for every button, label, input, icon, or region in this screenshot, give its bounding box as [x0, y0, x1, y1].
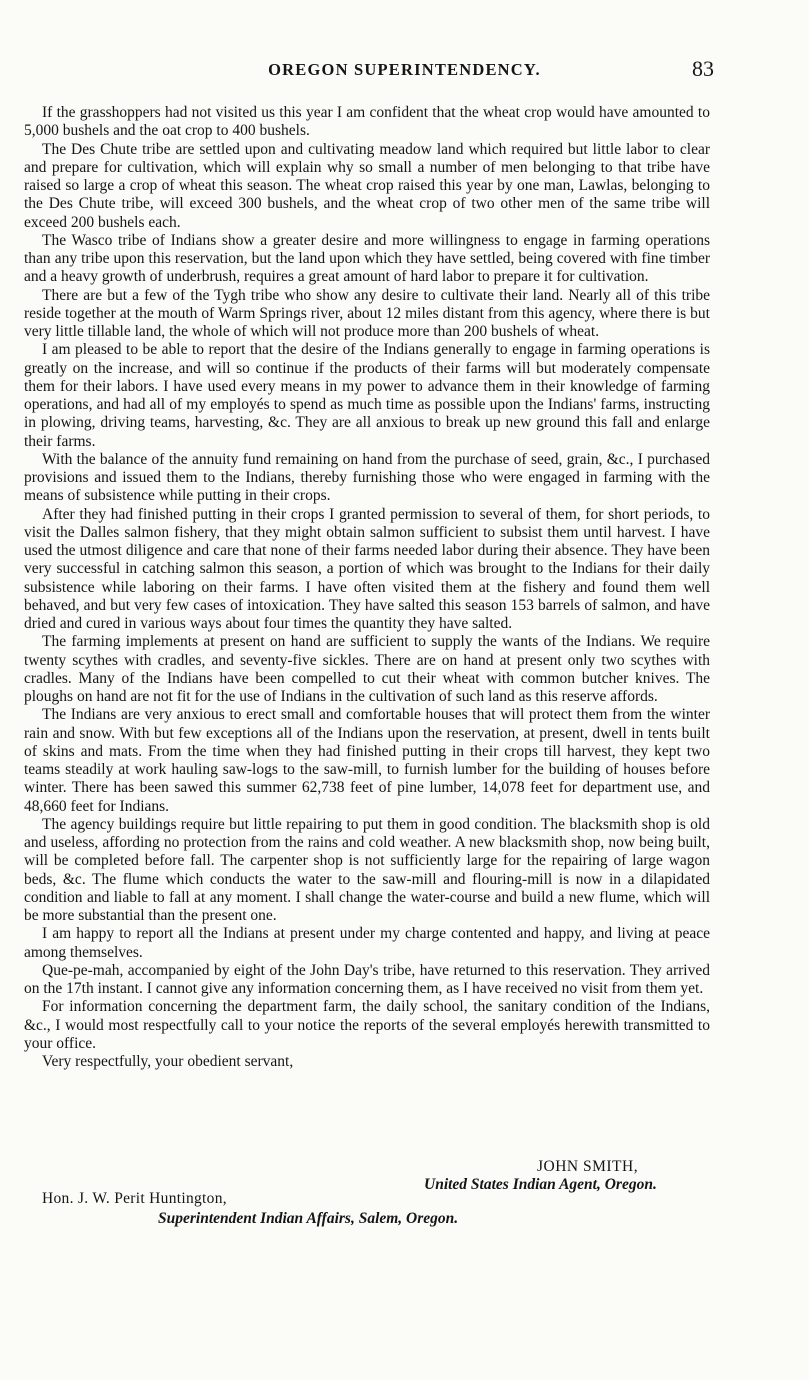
paragraph: The Des Chute tribe are settled upon and cultivating meadow land which required but little labor to clear and prepare for cultivation, which will explain why so small a number of men belonging to that tribe have raised so large a crop of wheat this season. The wheat crop raised this year by one man, Lawlas, belonging to the Des Chute tribe, will exceed 300 bushels, and the wheat crop of two other men of the same tribe will exceed 200 bushels each.: [24, 140, 710, 231]
closing-line: Very respectfully, your obedient servant,: [42, 1053, 294, 1070]
paragraph: I am pleased to be able to report that the desire of the Indians generally to engage in farming operations is greatly on the increase, and will so continue if the products of their farms will but moderately compensate them for their labors. I have used every means in my power to advance them in their knowledge of farming operations, and had all of my employés to spend as much time as possible upon the Indians' farms, instructing in plowing, driving teams, harvesting, &c. They are all anxious to break up new ground this fall and enlarge their farms.: [24, 341, 710, 450]
paragraph: The agency buildings require but little repairing to put them in good condition. The blacksmith shop is old and useless, affording no protection from the rains and cold weather. A new blacksmith shop, now being built, will be completed before fall. The carpenter shop is not sufficiently large for the repairing of large wagon beds, &c. The flume which conducts the water to the saw-mill and flouring-mill is now in a dilapidated condition and liable to fall at any moment. I shall change the water-course and build a new flume, which will be more substantial than the present one.: [24, 815, 710, 924]
paragraph: For information concerning the department farm, the daily school, the sanitary condition of the Indians, &c., I would most respectfully call to your notice the reports of the several employés herewith transmitted to your office.: [24, 998, 710, 1052]
signer-name: JOHN SMITH,: [537, 1158, 639, 1175]
paragraph: There are but a few of the Tygh tribe who show any desire to cultivate their land. Nearly all of this tribe reside together at the mouth of Warm Springs river, about 12 miles distant from this agency, where there is but very little tillable land, the whole of which will not produce more than 200 bushels of wheat.: [24, 286, 710, 340]
running-header: OREGON SUPERINTENDENCY.: [268, 60, 541, 79]
signer-title: United States Indian Agent, Oregon.: [424, 1176, 657, 1193]
paragraph: After they had finished putting in their crops I granted permission to several of them, for short periods, to visit the Dalles salmon fishery, that they might obtain salmon sufficient to subsist them until harvest. I have used the utmost diligence and care that none of their farms needed labor during their absence. They have been very successful in catching salmon this season, a portion of which was brought to the Indians for their daily subsistence while laboring on their farms. I have often visited them at the fishery and found them well behaved, and but very few cases of intoxication. They have salted this season 153 barrels of salmon, and have dried and cured in various ways about four times the quantity they have salted.: [24, 505, 710, 632]
paragraph: Que-pe-mah, accompanied by eight of the John Day's tribe, have returned to this reservation. They arrived on the 17th instant. I cannot give any information concerning them, as I have received no visit from them yet.: [24, 961, 710, 997]
paragraph: The farming implements at present on hand are sufficient to supply the wants of the Indians. We require twenty scythes with cradles, and seventy-five sickles. There are on hand at present only two scythes with cradles. Many of the Indians have been compelled to cut their wheat with common butcher knives. The ploughs on hand are not fit for the use of Indians in the cultivation of such land as this reserve affords.: [24, 633, 710, 705]
page-number: 83: [692, 56, 714, 81]
addressee-title: Superintendent Indian Affairs, Salem, Oregon.: [158, 1210, 459, 1227]
paragraph: With the balance of the annuity fund remaining on hand from the purchase of seed, grain, &c., I purchased provisions and issued them to the Indians, thereby furnishing those who were engaged in farming with the means of subsistence while putting in their crops.: [24, 450, 710, 505]
paragraph: If the grasshoppers had not visited us this year I am confident that the wheat crop would have amounted to 5,000 bushels and the oat crop to 400 bushels.: [24, 104, 710, 140]
paragraph: The Wasco tribe of Indians show a greater desire and more willingness to engage in farming operations than any tribe upon this reservation, but the land upon which they have settled, being covered with fine timber and a heavy growth of underbrush, requires a great amount of hard labor to prepare it for cultivation.: [24, 231, 710, 286]
report-body: [24, 104, 710, 1071]
addressee-name: Hon. J. W. Perit Huntington,: [42, 1190, 227, 1207]
paragraph: I am happy to report all the Indians at present under my charge contented and happy, and living at peace among themselves.: [24, 925, 710, 961]
paragraph: The Indians are very anxious to erect small and comfortable houses that will protect them from the winter rain and snow. With but few exceptions all of the Indians upon the reservation, at present, dwell in tents built of skins and mats. From the time when they had finished putting in their crops till harvest, they kept two teams steadily at work hauling saw-logs to the saw-mill, to furnish lumber for the building of houses before winter. There has been sawed this summer 62,738 feet of pine lumber, 14,078 feet for department use, and 48,660 feet for Indians.: [24, 706, 710, 815]
